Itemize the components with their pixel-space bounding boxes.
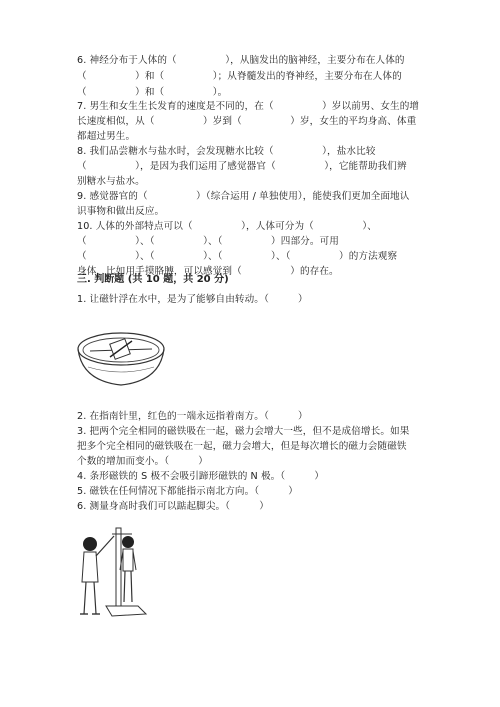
q8-line-3: 别糖水与盐水。 (77, 176, 145, 187)
q8-line-1: 8. 我们品尝糖水与盐水时，会发现糖水比较（ ），盐水比较 (77, 146, 376, 157)
judge-q5: 5. 磁铁在任何情况下都能指示南北方向。（ ） (77, 486, 298, 497)
judge-q2: 2. 在指南针里，红色的一端永远指着南方。（ ） (77, 411, 308, 422)
section-heading: 三. 判断题 (共 10 题，共 20 分) (77, 274, 229, 285)
q9-line-1: 9. 感觉器官的（ ）（综合运用 / 单独使用），能使我们更加全面地认 (77, 191, 410, 202)
judge-q4: 4. 条形磁铁的 S 极不会吸引蹄形磁铁的 N 极。（ ） (77, 471, 325, 482)
q10-line-2: （ ）、（ ）、（ ）四部分。可用 (77, 236, 339, 247)
q9-line-2: 识事物和做出反应。 (77, 206, 165, 217)
q10-line-1: 10. 人体的外部特点可以（ ），人体可分为（ ）、 (77, 221, 377, 232)
q8-line-2: （ ），是因为我们运用了感觉器官（ ），它能帮助我们辨 (77, 161, 407, 172)
q10-line-4: 身体，比如用手摸胳膊，可以感觉到（ ）的存在。 (77, 266, 339, 277)
judge-q3-line-2: 把多个完全相同的磁铁吸在一起，磁力会增大，但是每次增长的磁力会随磁铁 (77, 441, 407, 452)
height-measurement-icon (76, 524, 148, 620)
judge-q3-line-3: 个数的增加而变小。（ ） (77, 456, 208, 467)
judge-q1: 1. 让磁针浮在水中，是为了能够自由转动。（ ） (77, 294, 308, 305)
judge-q3-line-1: 3. 把两个完全相同的磁铁吸在一起，磁力会增大一些，但不是成倍增长。如果 (77, 426, 410, 437)
q10-line-3: （ ）、（ ）、（ ）、（ ）的方法观察 (77, 251, 398, 262)
judge-q6: 6. 测量身高时我们可以踮起脚尖。（ ） (77, 501, 269, 512)
q6-line-3: （ ）和（ ）。 (77, 87, 228, 98)
q6-line-1: 6. 神经分布于人体的（ ），从脑发出的脑神经，主要分布在人体的 (77, 55, 405, 66)
q7-line-3: 都超过男生。 (77, 131, 136, 142)
q6-line-2: （ ）和（ ）；从脊髓发出的脊神经，主要分布在人体的 (77, 71, 402, 82)
floating-needle-bowl-icon (76, 327, 166, 389)
q7-line-1: 7. 男生和女生生长发育的速度是不同的，在（ ）岁以前男、女生的增 (77, 101, 420, 112)
q7-line-2: 长速度相似，从（ ）岁到（ ）岁，女生的平均身高、体重 (77, 116, 417, 127)
